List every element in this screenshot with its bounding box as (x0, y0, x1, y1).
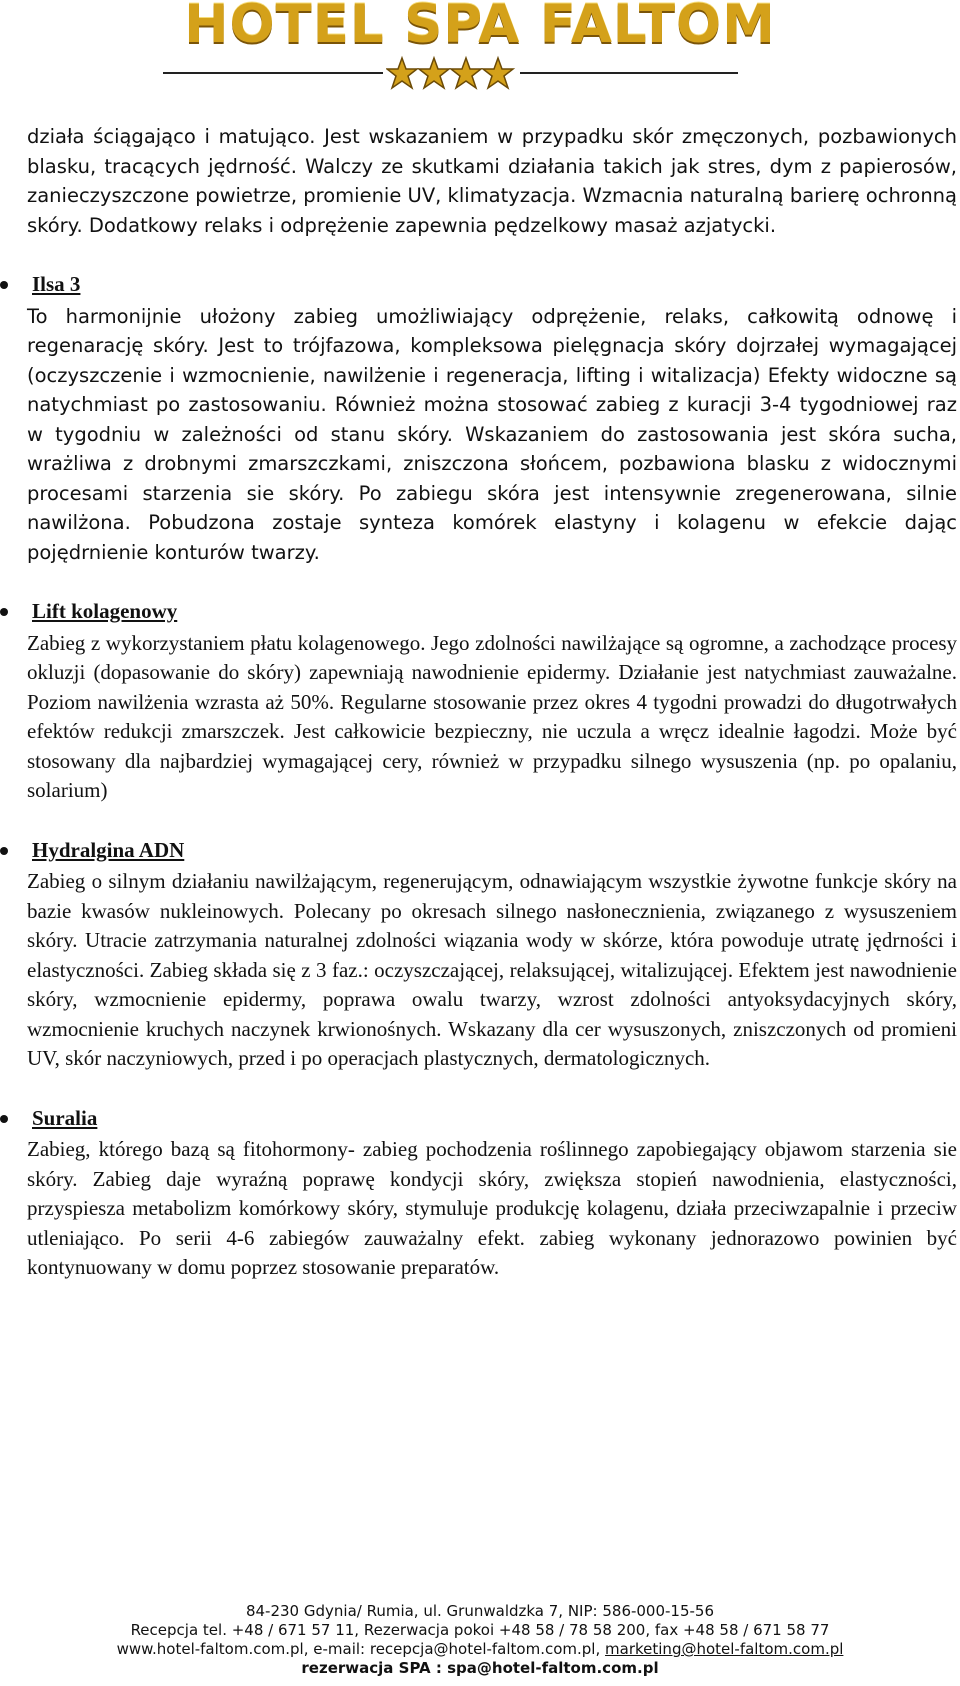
document-body (27, 122, 957, 1283)
footer-phones: Recepcja tel. +48 / 671 57 11, Rezerwacja pokoi +48 58 / 78 58 200, fax +48 58 / 671 58 77 (130, 1621, 830, 1639)
footer-web-email: www.hotel-faltom.com.pl, e-mail: recepcja@hotel-faltom.com.pl, (116, 1640, 601, 1658)
section-suralia (27, 1104, 957, 1283)
intro-paragraph: działa ściągająco i matująco. Jest wskazaniem w przypadku skór zmęczonych, pozbawionych blasku, tracących jędrność. Walczy ze skutkami działania takich jak stres, dym z papierosów, zanieczyszczone powietrze, promienie UV, klimatyzacja. Wzmacnia naturalną barierę ochronną skóry. Dodatkowy relaks i odprężenie zapewnia pędzelkowy masaż azjatycki. (27, 125, 957, 237)
footer (0, 1602, 960, 1678)
logo-text: HOTEL SPA FALTOM (184, 0, 776, 55)
section-title: Hydralgina ADN (27, 836, 957, 866)
section-hydralgina-adn (27, 836, 957, 1074)
section-lift-kolagenowy (27, 597, 957, 806)
section-ilsa-3 (27, 270, 957, 567)
section-text: Zabieg o silnym działaniu nawilżającym, regenerującym, odnawiającym wszystkie żywotne funkcje skóry na bazie kwasów nukleinowych. Polecany po okresach silnego nasłonecznienia, związanego z wysuszeniem skóry. Utracie zatrzymania naturalnej zdolności wiązania wody w skórze, która powoduje utratę jędrności i elastyczności. Zabieg składa się z 3 faz.: oczyszczającej, relaksującej, witalizującej. Efektem jest nawodnienie skóry, wzmocnienie epidermy, poprawa owalu twarzy, wzrost zdolności antyoksydacyjnych skóry, wzmocnienie kruchych naczynek krwionośnych. Wskazany dla cer wysuszonych, zniszczonych od promieni UV, skór naczyniowych, przed i po operacjach plastycznych, dermatologicznych. (27, 869, 957, 1070)
section-title: Lift kolagenowy (27, 597, 957, 627)
section-title: Suralia (27, 1104, 957, 1134)
hotel-logo (0, 0, 960, 96)
bullet-icon (0, 1115, 8, 1123)
logo-divider-right (520, 72, 738, 74)
section-text: Zabieg z wykorzystaniem płatu kolagenowego. Jego zdolności nawilżające są ogromne, a zachodzące procesy okluzji (dopasowanie do skóry) zapewniają nawodnienie epidermy. Działanie jest natychmiast zauważalne. Poziom nawilżenia wzrasta aż 50%. Regularne stosowanie przez okres 4 tygodni prowadzi do długotrwałych efektów redukcji zmarszczek. Jest całkowicie bezpieczny, nie uczula a wręcz idealnie łagodzi. Może być stosowany dla najbardziej wymagającej cery, również w przypadku silnego wysuszenia (np. po opalaniu, solarium) (27, 630, 957, 802)
footer-contacts (0, 1640, 960, 1659)
bullet-icon (0, 281, 8, 289)
section-title: Ilsa 3 (27, 270, 957, 300)
section-text: Zabieg, którego bazą są fitohormony- zabieg pochodzenia roślinnego zapobiegający objawom starzenia sie skóry. Zabieg daje wyraźną poprawę kondycji skóry, zwiększa stopień nawodnienia, elastyczności, przyspiesza metabolizm komórkowy skóry, stymuluje produkcję kolagenu, działa przeciwzapalnie i przeciw utleniająco. Po serii 4-6 zabiegów zauważalny efekt. zabieg wykonany jednorazowo powinien być kontynuowany w domu poprzez stosowanie preparatów. (27, 1137, 957, 1279)
bullet-icon (0, 847, 8, 855)
four-stars-icon (386, 55, 516, 91)
footer-address: 84-230 Gdynia/ Rumia, ul. Grunwaldzka 7, NIP: 586-000-15-56 (245, 1602, 715, 1620)
logo-divider-left (163, 72, 383, 74)
bullet-icon (0, 608, 8, 616)
footer-spa-reservation: rezerwacja SPA : spa@hotel-faltom.com.pl (301, 1659, 659, 1677)
section-text: To harmonijnie ułożony zabieg umożliwiający odprężenie, relaks, całkowitą odnowę i regenarację skóry. Jest to trójfazowa, kompleksowa pielęgnacja skóry dojrzałej wymagającej (oczyszczenie i wzmocnienie, nawilżenie i regeneracja, lifting i witalizacja) Efekty widoczne są natychmiast po zastosowaniu. Również można stosować zabieg z kuracji 3-4 tygodniowej raz w tygodniu w zależności od stanu skóry. Wskazaniem do zastosowania jest skóra sucha, wrażliwa z drobnymi zmarszczkami, zniszczona słońcem, pozbawiona blasku z widocznymi procesami starzenia sie skóry. Po zabiegu skóra jest intensywnie zregenerowana, silnie nawilżona. Pobudzona zostaje synteza komórek elastyny i kolagenu w efekcie dając pojędrnienie konturów twarzy. (27, 304, 957, 564)
marketing-email-link[interactable]: marketing@hotel-faltom.com.pl (605, 1640, 844, 1658)
